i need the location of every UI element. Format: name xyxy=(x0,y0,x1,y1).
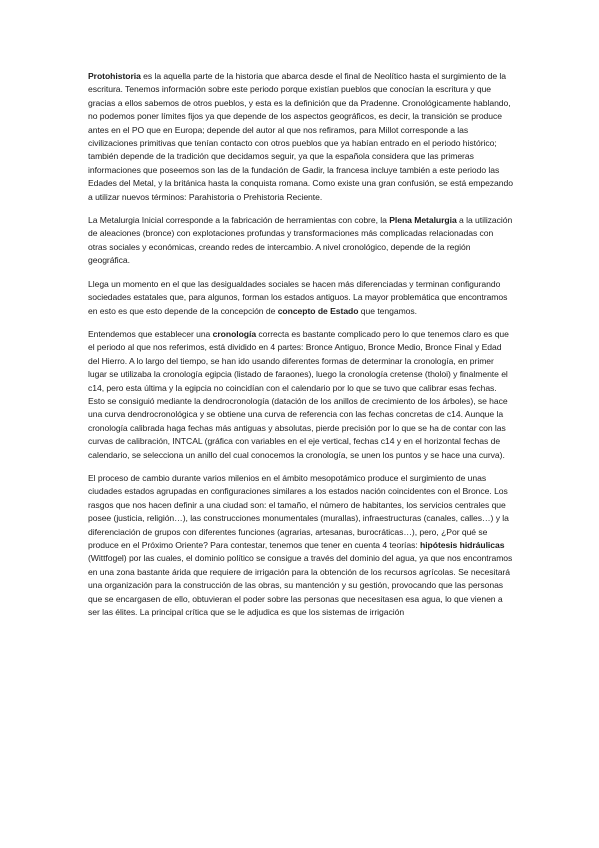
paragraph-text: El proceso de cambio durante varios milenios en el ámbito mesopotámico produce el surgimiento de unas ciudades estados agrupadas en configuraciones similares a los estados nación coincidentes con el Bronce. Los rasgos que nos hacen definir a una ciudad son: el tamaño, el número de habitantes, los servicios centrales que posee (justicia, religión…), las construcciones monumentales (murallas), infraestructuras (canales, calles…) y la diferenciación de grupos con diferentes funciones (agrarias, artesanas, burocráticas…), pero, ¿Por qué se produce en el Próximo Oriente? Para contestar, tenemos que tener en cuenta 4 teorías: xyxy=(88,472,509,550)
paragraph-text: correcta es bastante complicado pero lo que tenemos claro es que el periodo al que nos referimos, está dividido en 4 partes: Bronce Antiguo, Bronce Medio, Bronce Final y Edad del Hierro. A lo largo del tiempo, se han ido usando diferentes formas de determinar la cronología, en primer lugar se utilizaba la cronología egipcia (listado de faraones), luego la cronología cretense (tholoi) y finalmente el c14, pero esta última y la egipcia no coincidían con el calendario por lo que se tuvo que calibrar esas fechas. Esto se consiguió mediante la dendrocronología (datación de los anillos de crecimiento de los árboles), se hace una curva dendrocronológica y se obtiene una curva de referencia con las fechas concretas de c14. Aunque la cronología calibrada haga fechas más antiguas y absolutas, pierde precisión por lo que se ha de contar con las curvas de calibración, INTCAL (gráfica con variables en el eje vertical, fechas c14 y en el horizontal fechas de calendario, se selecciona un anillo del cual conocemos la cronología, se unen los puntos y se hace una curva). xyxy=(88,328,509,460)
paragraph-text: a la utilización de aleaciones (bronce) con explotaciones profundas y transformaciones más complicadas relacionadas con otras sociales y económicas, creando redes de intercambio. A nivel cronológico, depende de la región geográfica. xyxy=(88,215,513,266)
paragraph-text: La Metalurgia Inicial corresponde a la fabricación de herramientas con cobre, la xyxy=(88,215,390,226)
term-plena-metalurgia: Plena Metalurgia xyxy=(389,215,457,226)
term-hipotesis-hidraulicas: hipótesis hidráulicas xyxy=(420,540,505,550)
paragraph-text: Entendemos que establecer una xyxy=(88,328,213,339)
paragraph-text: es la aquella parte de la historia que abarca desde el final de Neolítico hasta el surgimiento de la escritura. Tenemos información sobre este periodo porque existían pueblos que conocían la escritura y que gracias a ellos sabemos de otros pueblos, y esta es la definición que da Pradenne. Cronológicamente hablando, no podemos poner límites fijos ya que depende de los aspectos geográficos, es decir, la transición se produce antes en el PO que en Europa; depende del autor al que nos refiramos, para Millot corresponde a las civilizaciones primitivas que tenían contacto con otros pueblos que ya habían entrado en el periodo histórico; también depende de la tradición que decidamos seguir, ya que la española considera que las primeras informaciones que poseemos son las de la fundación de Gadir, la francesa incluye también a este periodo las Edades del Metal, y la británica hasta la conquista romana. Como existe una gran confusión, se está empezando a utilizar nuevos términos: Parahistoria o Prehistoria Reciente. xyxy=(88,71,513,202)
term-cronologia: cronología xyxy=(212,328,257,339)
paragraph-text: (Wittfogel) por las cuales, el dominio político se consigue a través del dominio del agua, ya que nos encontramos en una zona bastante árida que requiere de irrigación para la obtención de los recursos agrícolas. Se necesitará una organización para la construcción de las obras, su mantención y su gestión, provocando que las personas que se encargasen de ello, obtuvieran el poder sobre las personas que necesitasen esa agua, lo que vienen a ser las élites. La principal crítica que se le adjudica es que los sistemas de irrigación xyxy=(88,553,513,618)
paragraph-metalurgia xyxy=(88,214,514,268)
paragraph-ciudades-estado xyxy=(88,472,514,619)
paragraph-estado xyxy=(88,278,514,318)
paragraph-text: que tengamos. xyxy=(358,305,417,316)
term-concepto-de-estado: concepto de Estado xyxy=(277,305,359,316)
paragraph-protohistoria xyxy=(88,70,514,204)
paragraph-cronologia xyxy=(88,328,514,462)
term-protohistoria: Protohistoria xyxy=(88,71,141,81)
document-body xyxy=(88,70,514,629)
paragraph-text: Llega un momento en el que las desigualdades sociales se hacen más diferenciadas y terminan configurando sociedades estatales que, para algunos, forman los estados antiguos. La mayor problemática que encontramos en esto es que esto depende de la concepción de xyxy=(88,278,508,316)
